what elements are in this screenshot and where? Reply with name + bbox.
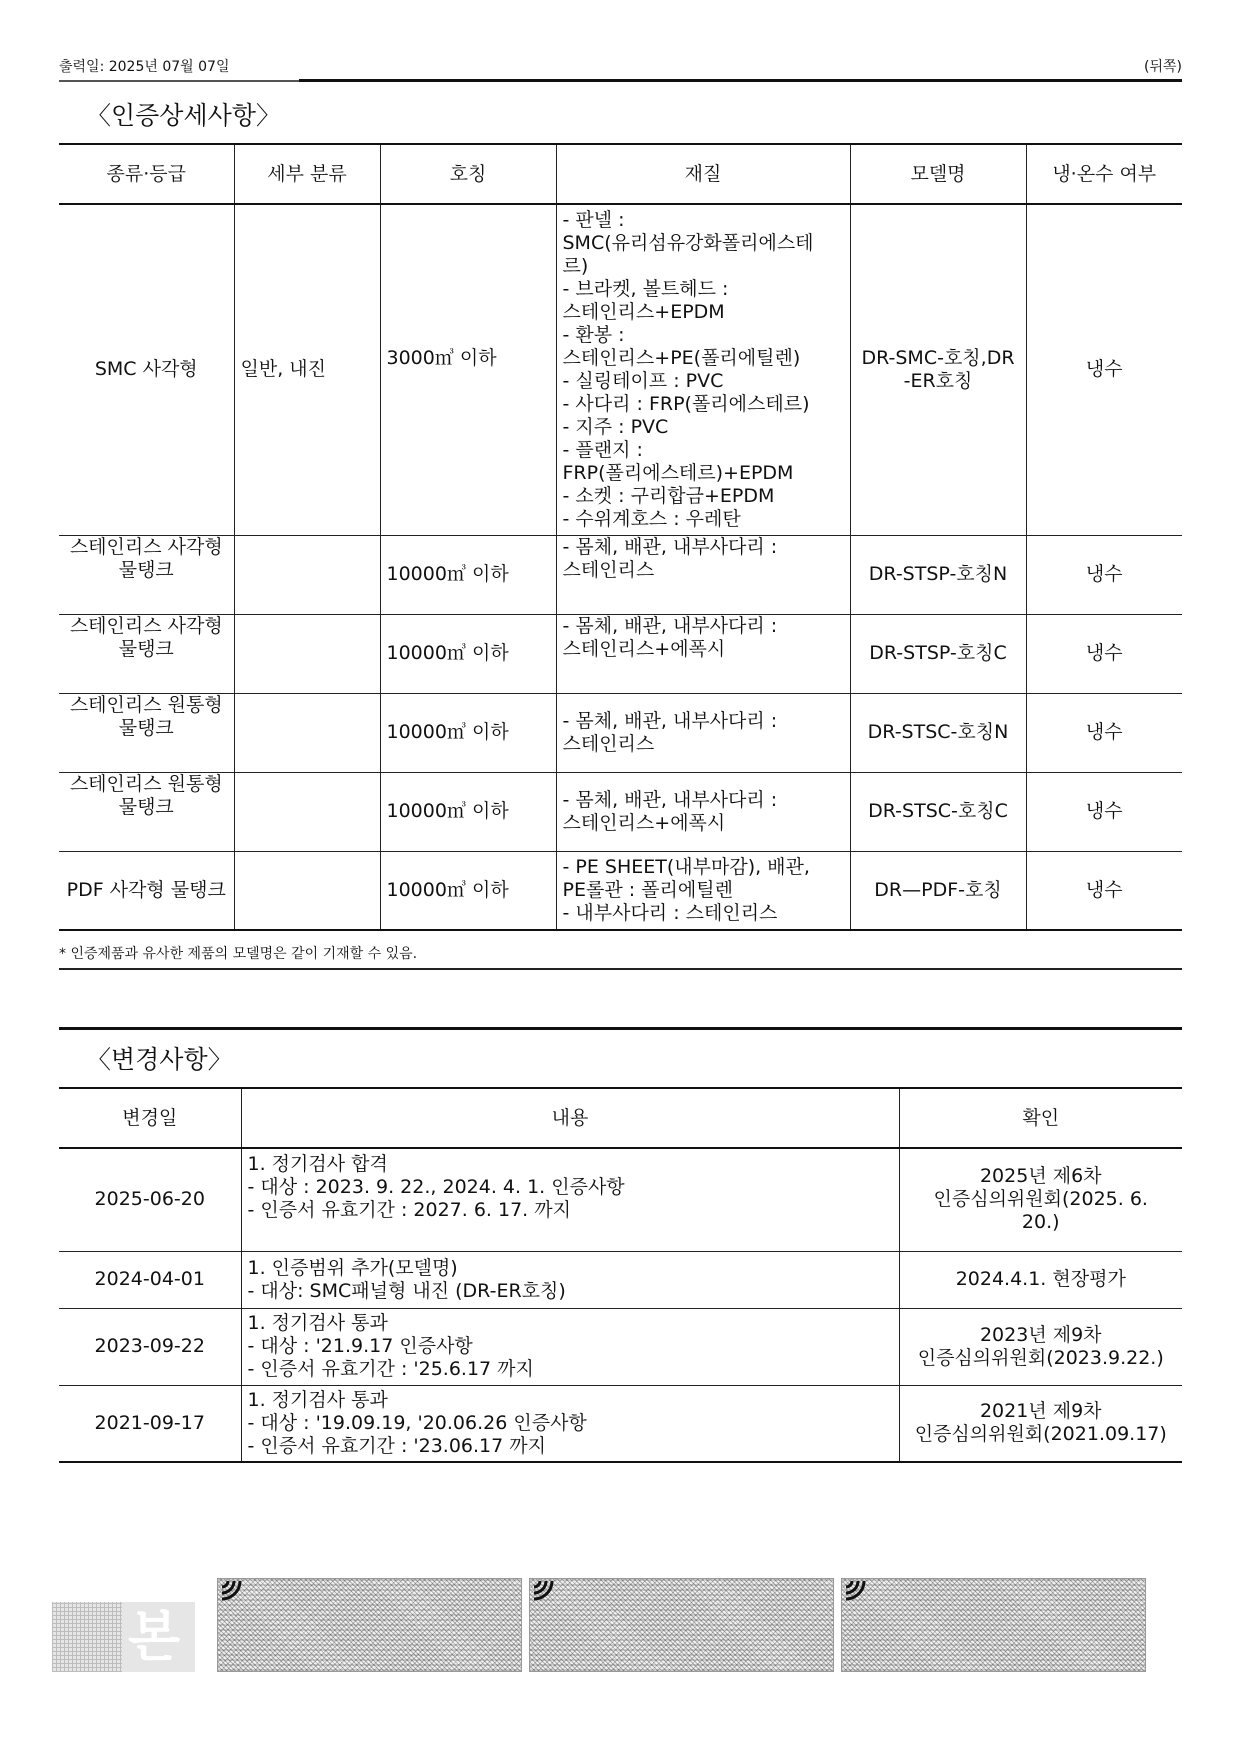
change-date: 2021-09-17 — [59, 1385, 241, 1462]
table-row — [59, 851, 1182, 930]
change-section-title: 〈변경사항〉 — [86, 1045, 233, 1074]
table-row — [59, 614, 1182, 693]
security-barcode — [217, 1578, 522, 1672]
row-material: - 몸체, 배관, 내부사다리 : 스테인리스 — [556, 535, 850, 614]
row-subcategory — [234, 693, 380, 772]
change-content: 1. 정기검사 통과 - 대상 : '21.9.17 인증사항 - 인증서 유효기간 : '25.6.17 까지 — [241, 1308, 899, 1385]
cert-header-row — [59, 144, 1182, 204]
row-type: 스테인리스 사각형 물탱크 — [59, 614, 234, 693]
row-subcategory — [234, 772, 380, 851]
change-section-rule — [59, 1027, 1182, 1030]
row-type: PDF 사각형 물탱크 — [59, 851, 234, 930]
change-header-row — [59, 1088, 1182, 1148]
row-water: 냉수 — [1026, 204, 1182, 535]
row-capacity: 10000㎥ 이하 — [380, 535, 556, 614]
col-header-water: 냉·온수 여부 — [1026, 144, 1182, 204]
row-capacity: 10000㎥ 이하 — [380, 693, 556, 772]
row-type: SMC 사각형 — [59, 204, 234, 535]
row-capacity: 3000㎥ 이하 — [380, 204, 556, 535]
security-barcode — [841, 1578, 1146, 1672]
row-capacity: 10000㎥ 이하 — [380, 772, 556, 851]
table-row — [59, 1148, 1182, 1251]
row-material: - 몸체, 배관, 내부사다리 : 스테인리스+에폭시 — [556, 614, 850, 693]
stamp-pattern — [52, 1602, 122, 1672]
change-content: 1. 정기검사 합격 - 대상 : 2023. 9. 22., 2024. 4. 1. 인증사항 - 인증서 유효기간 : 2027. 6. 17. 까지 — [241, 1148, 899, 1251]
col-header-capacity: 호칭 — [380, 144, 556, 204]
barcode-corner-icon — [532, 1579, 554, 1601]
change-confirm: 2024.4.1. 현장평가 — [899, 1251, 1182, 1308]
row-model: DR-STSC-호칭C — [850, 772, 1026, 851]
barcode-corner-icon — [220, 1579, 242, 1601]
change-date: 2025-06-20 — [59, 1148, 241, 1251]
table-row — [59, 1308, 1182, 1385]
header-rule-thin — [59, 80, 299, 82]
row-water: 냉수 — [1026, 772, 1182, 851]
col-header-confirm: 확인 — [899, 1088, 1182, 1148]
row-material: - 판넬 : SMC(유리섬유강화폴리에스테 르) - 브라켓, 볼트헤드 : 스테인리스+EPDM - 환봉 : 스테인리스+PE(폴리에틸렌) - 실링테이프 : PVC - 사다리 : FRP(폴리에스테르) - 지주 : PVC - 플랜지 : FRP(폴리에스테르)+EPDM - 소켓 : 구리합금+EPDM - 수위계호스 : 우레탄 — [556, 204, 850, 535]
table-row — [59, 1251, 1182, 1308]
row-model: DR-STSP-호칭C — [850, 614, 1026, 693]
col-header-subcategory: 세부 분류 — [234, 144, 380, 204]
row-capacity: 10000㎥ 이하 — [380, 851, 556, 930]
col-header-material: 재질 — [556, 144, 850, 204]
row-water: 냉수 — [1026, 614, 1182, 693]
change-date: 2023-09-22 — [59, 1308, 241, 1385]
cert-detail-table — [59, 143, 1182, 931]
change-confirm: 2021년 제9차 인증심의위원회(2021.09.17) — [899, 1385, 1182, 1462]
col-header-type: 종류·등급 — [59, 144, 234, 204]
table-row — [59, 693, 1182, 772]
print-date: 출력일: 2025년 07월 07일 — [59, 59, 230, 75]
footnote-rule — [59, 968, 1182, 970]
row-material: - 몸체, 배관, 내부사다리 : 스테인리스 — [556, 693, 850, 772]
row-material: - PE SHEET(내부마감), 배관, PE롤관 : 폴리에틸렌 - 내부사다리 : 스테인리스 — [556, 851, 850, 930]
row-type: 스테인리스 원통형 물탱크 — [59, 772, 234, 851]
row-model: DR-STSP-호칭N — [850, 535, 1026, 614]
row-model: DR-SMC-호칭,DR -ER호칭 — [850, 204, 1026, 535]
row-model: DR-STSC-호칭N — [850, 693, 1026, 772]
col-header-content: 내용 — [241, 1088, 899, 1148]
change-confirm: 2025년 제6차 인증심의위원회(2025. 6. 20.) — [899, 1148, 1182, 1251]
security-barcode — [529, 1578, 834, 1672]
stamp-text: 본 — [128, 1605, 181, 1668]
table-row — [59, 772, 1182, 851]
table-row — [59, 1385, 1182, 1462]
row-water: 냉수 — [1026, 535, 1182, 614]
row-water: 냉수 — [1026, 851, 1182, 930]
change-content: 1. 정기검사 통과 - 대상 : '19.09.19, '20.06.26 인증사항 - 인증서 유효기간 : '23.06.17 까지 — [241, 1385, 899, 1462]
cert-section-title: 〈인증상세사항〉 — [86, 101, 281, 130]
change-history-table — [59, 1087, 1182, 1463]
row-type: 스테인리스 원통형 물탱크 — [59, 693, 234, 772]
row-capacity: 10000㎥ 이하 — [380, 614, 556, 693]
col-header-date: 변경일 — [59, 1088, 241, 1148]
row-subcategory — [234, 614, 380, 693]
row-material: - 몸체, 배관, 내부사다리 : 스테인리스+에폭시 — [556, 772, 850, 851]
row-subcategory: 일반, 내진 — [234, 204, 380, 535]
col-header-model: 모델명 — [850, 144, 1026, 204]
change-confirm: 2023년 제9차 인증심의위원회(2023.9.22.) — [899, 1308, 1182, 1385]
table-row — [59, 535, 1182, 614]
row-subcategory — [234, 535, 380, 614]
row-subcategory — [234, 851, 380, 930]
row-model: DR—PDF-호칭 — [850, 851, 1026, 930]
row-water: 냉수 — [1026, 693, 1182, 772]
table-row — [59, 204, 1182, 535]
header-rule-thick — [299, 79, 1182, 82]
change-date: 2024-04-01 — [59, 1251, 241, 1308]
footnote: * 인증제품과 유사한 제품의 모델명은 같이 기재할 수 있음. — [59, 946, 418, 962]
barcode-corner-icon — [844, 1579, 866, 1601]
original-stamp — [52, 1602, 195, 1672]
row-type: 스테인리스 사각형 물탱크 — [59, 535, 234, 614]
change-content: 1. 인증범위 추가(모델명) - 대상: SMC패널형 내진 (DR-ER호칭) — [241, 1251, 899, 1308]
page-side-label: (뒤쪽) — [1144, 59, 1182, 75]
